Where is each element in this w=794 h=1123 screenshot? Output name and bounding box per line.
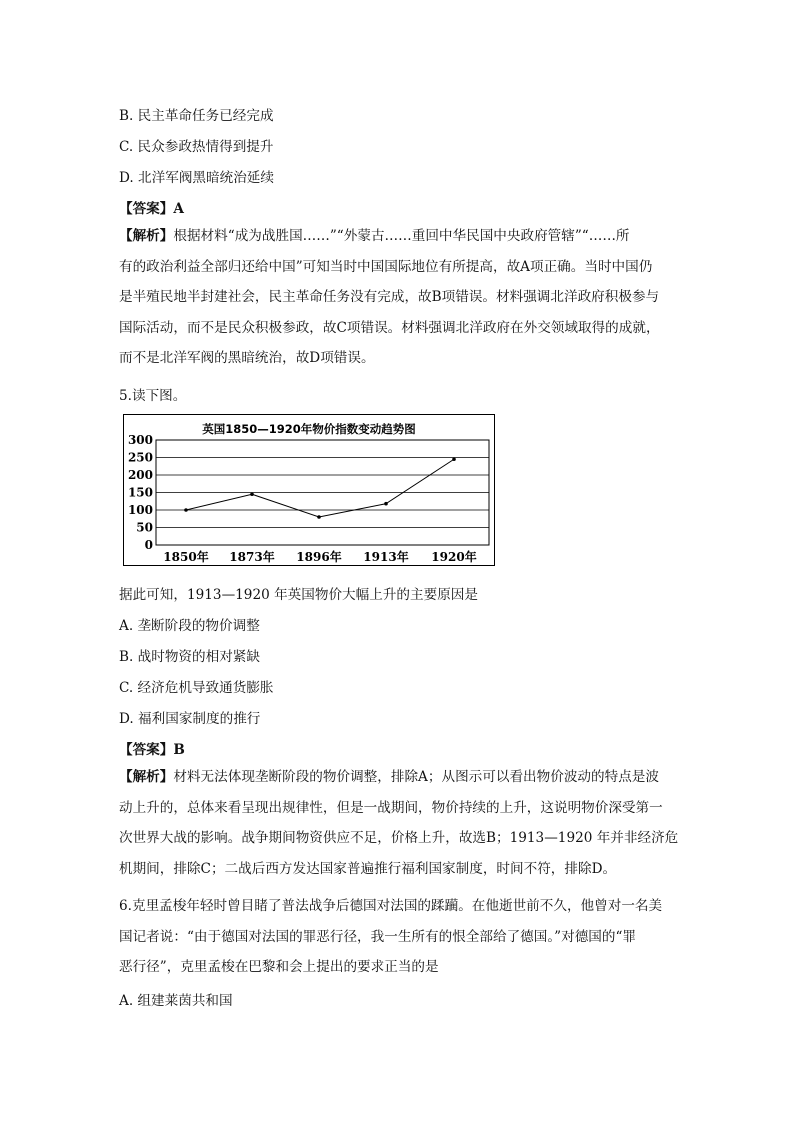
- question-5-stem: 5.读下图。: [119, 388, 187, 404]
- y-tick-label: 0: [144, 538, 153, 552]
- analysis-line: 国际活动，而不是民众积极参政，故C项错误。材料强调北洋政府在外交领域取得的成就，: [119, 319, 660, 336]
- chart-svg: [124, 415, 494, 565]
- analysis-line: 【解析】根据材料“成为战胜国……”“外蒙古……重回中华民国中央政府管辖”“……所: [119, 228, 630, 244]
- analysis-line: 有的政治利益全部归还给中国”可知当时中国国际地位有所提高，故A项正确。当时中国仍: [119, 258, 653, 275]
- analysis-line: 是半殖民地半封建社会，民主革命任务没有完成，故B项错误。材料强调北洋政府积极参与: [119, 289, 660, 306]
- option-d-q5: D. 福利国家制度的推行: [119, 711, 261, 727]
- data-point: [184, 508, 188, 512]
- answer-q4: 【答案】A: [119, 201, 184, 217]
- analysis-q5: [119, 762, 679, 884]
- option-c-q5: C. 经济危机导致通货膨胀: [119, 680, 274, 696]
- question-6: [119, 891, 679, 983]
- price-index-line: [186, 459, 454, 517]
- analysis-q4: [119, 221, 679, 374]
- analysis-line: 动上升的，总体来看呈现出规律性，但是一战期间，物价持续的上升，这说明物价深受第一: [119, 799, 663, 816]
- question-5-text: 据此可知，1913—1920 年英国物价大幅上升的主要原因是: [119, 587, 478, 603]
- y-tick-label: 50: [136, 520, 153, 535]
- answer-q5: 【答案】B: [119, 742, 185, 758]
- option-c-q4: C. 民众参政热情得到提升: [119, 139, 274, 155]
- y-tick-label: 200: [127, 468, 153, 482]
- question-6-line: 国记者说：“由于德国对法国的罪恶行径，我一生所有的恨全部给了德国。”对德国的“罪: [119, 928, 637, 945]
- data-point: [452, 457, 456, 461]
- y-tick-label: 100: [127, 503, 153, 517]
- y-tick-label: 300: [127, 433, 153, 447]
- question-6-line: 恶行径”，克里孟梭在巴黎和会上提出的要求正当的是: [119, 959, 439, 976]
- analysis-line: 【解析】材料无法体现垄断阶段的物价调整，排除A；从图示可以看出物价波动的特点是波: [119, 769, 659, 785]
- y-tick-label: 150: [127, 485, 153, 500]
- analysis-line: 机期间，排除C；二战后西方发达国家普遍推行福利国家制度，时间不符，排除D。: [119, 860, 617, 877]
- y-tick-label: 250: [127, 450, 153, 465]
- question-6-line: 6.克里孟梭年轻时曾目睹了普法战争后德国对法国的蹂躏。在他逝世前不久，他曾对一名美: [119, 898, 663, 914]
- analysis-label: 【解析】: [119, 228, 174, 244]
- option-a-q5: A. 垄断阶段的物价调整: [119, 618, 260, 634]
- data-point: [317, 515, 321, 519]
- analysis-line: 而不是北洋军阀的黑暗统治，故D项错误。: [119, 350, 375, 367]
- analysis-line: 次世界大战的影响。战争期间物资供应不足，价格上升，故选B；1913—1920 年并非经济危: [119, 830, 679, 847]
- data-point: [250, 492, 254, 496]
- x-tick-label: 1920年: [431, 550, 477, 564]
- option-d-q4: D. 北洋军阀黑暗统治延续: [119, 170, 274, 186]
- x-tick-label: 1850年: [163, 550, 209, 564]
- price-index-chart: [123, 414, 495, 566]
- option-a-q6: A. 组建莱茵共和国: [119, 993, 233, 1009]
- x-tick-label: 1873年: [229, 550, 275, 564]
- analysis-label: 【解析】: [119, 769, 174, 785]
- chart-title: 英国1850—1920年物价指数变动趋势图: [202, 422, 416, 436]
- option-b-q4: B. 民主革命任务已经完成: [119, 108, 274, 124]
- data-point: [384, 502, 388, 506]
- x-tick-label: 1913年: [363, 550, 409, 564]
- option-b-q5: B. 战时物资的相对紧缺: [119, 649, 260, 665]
- x-tick-label: 1896年: [296, 550, 342, 564]
